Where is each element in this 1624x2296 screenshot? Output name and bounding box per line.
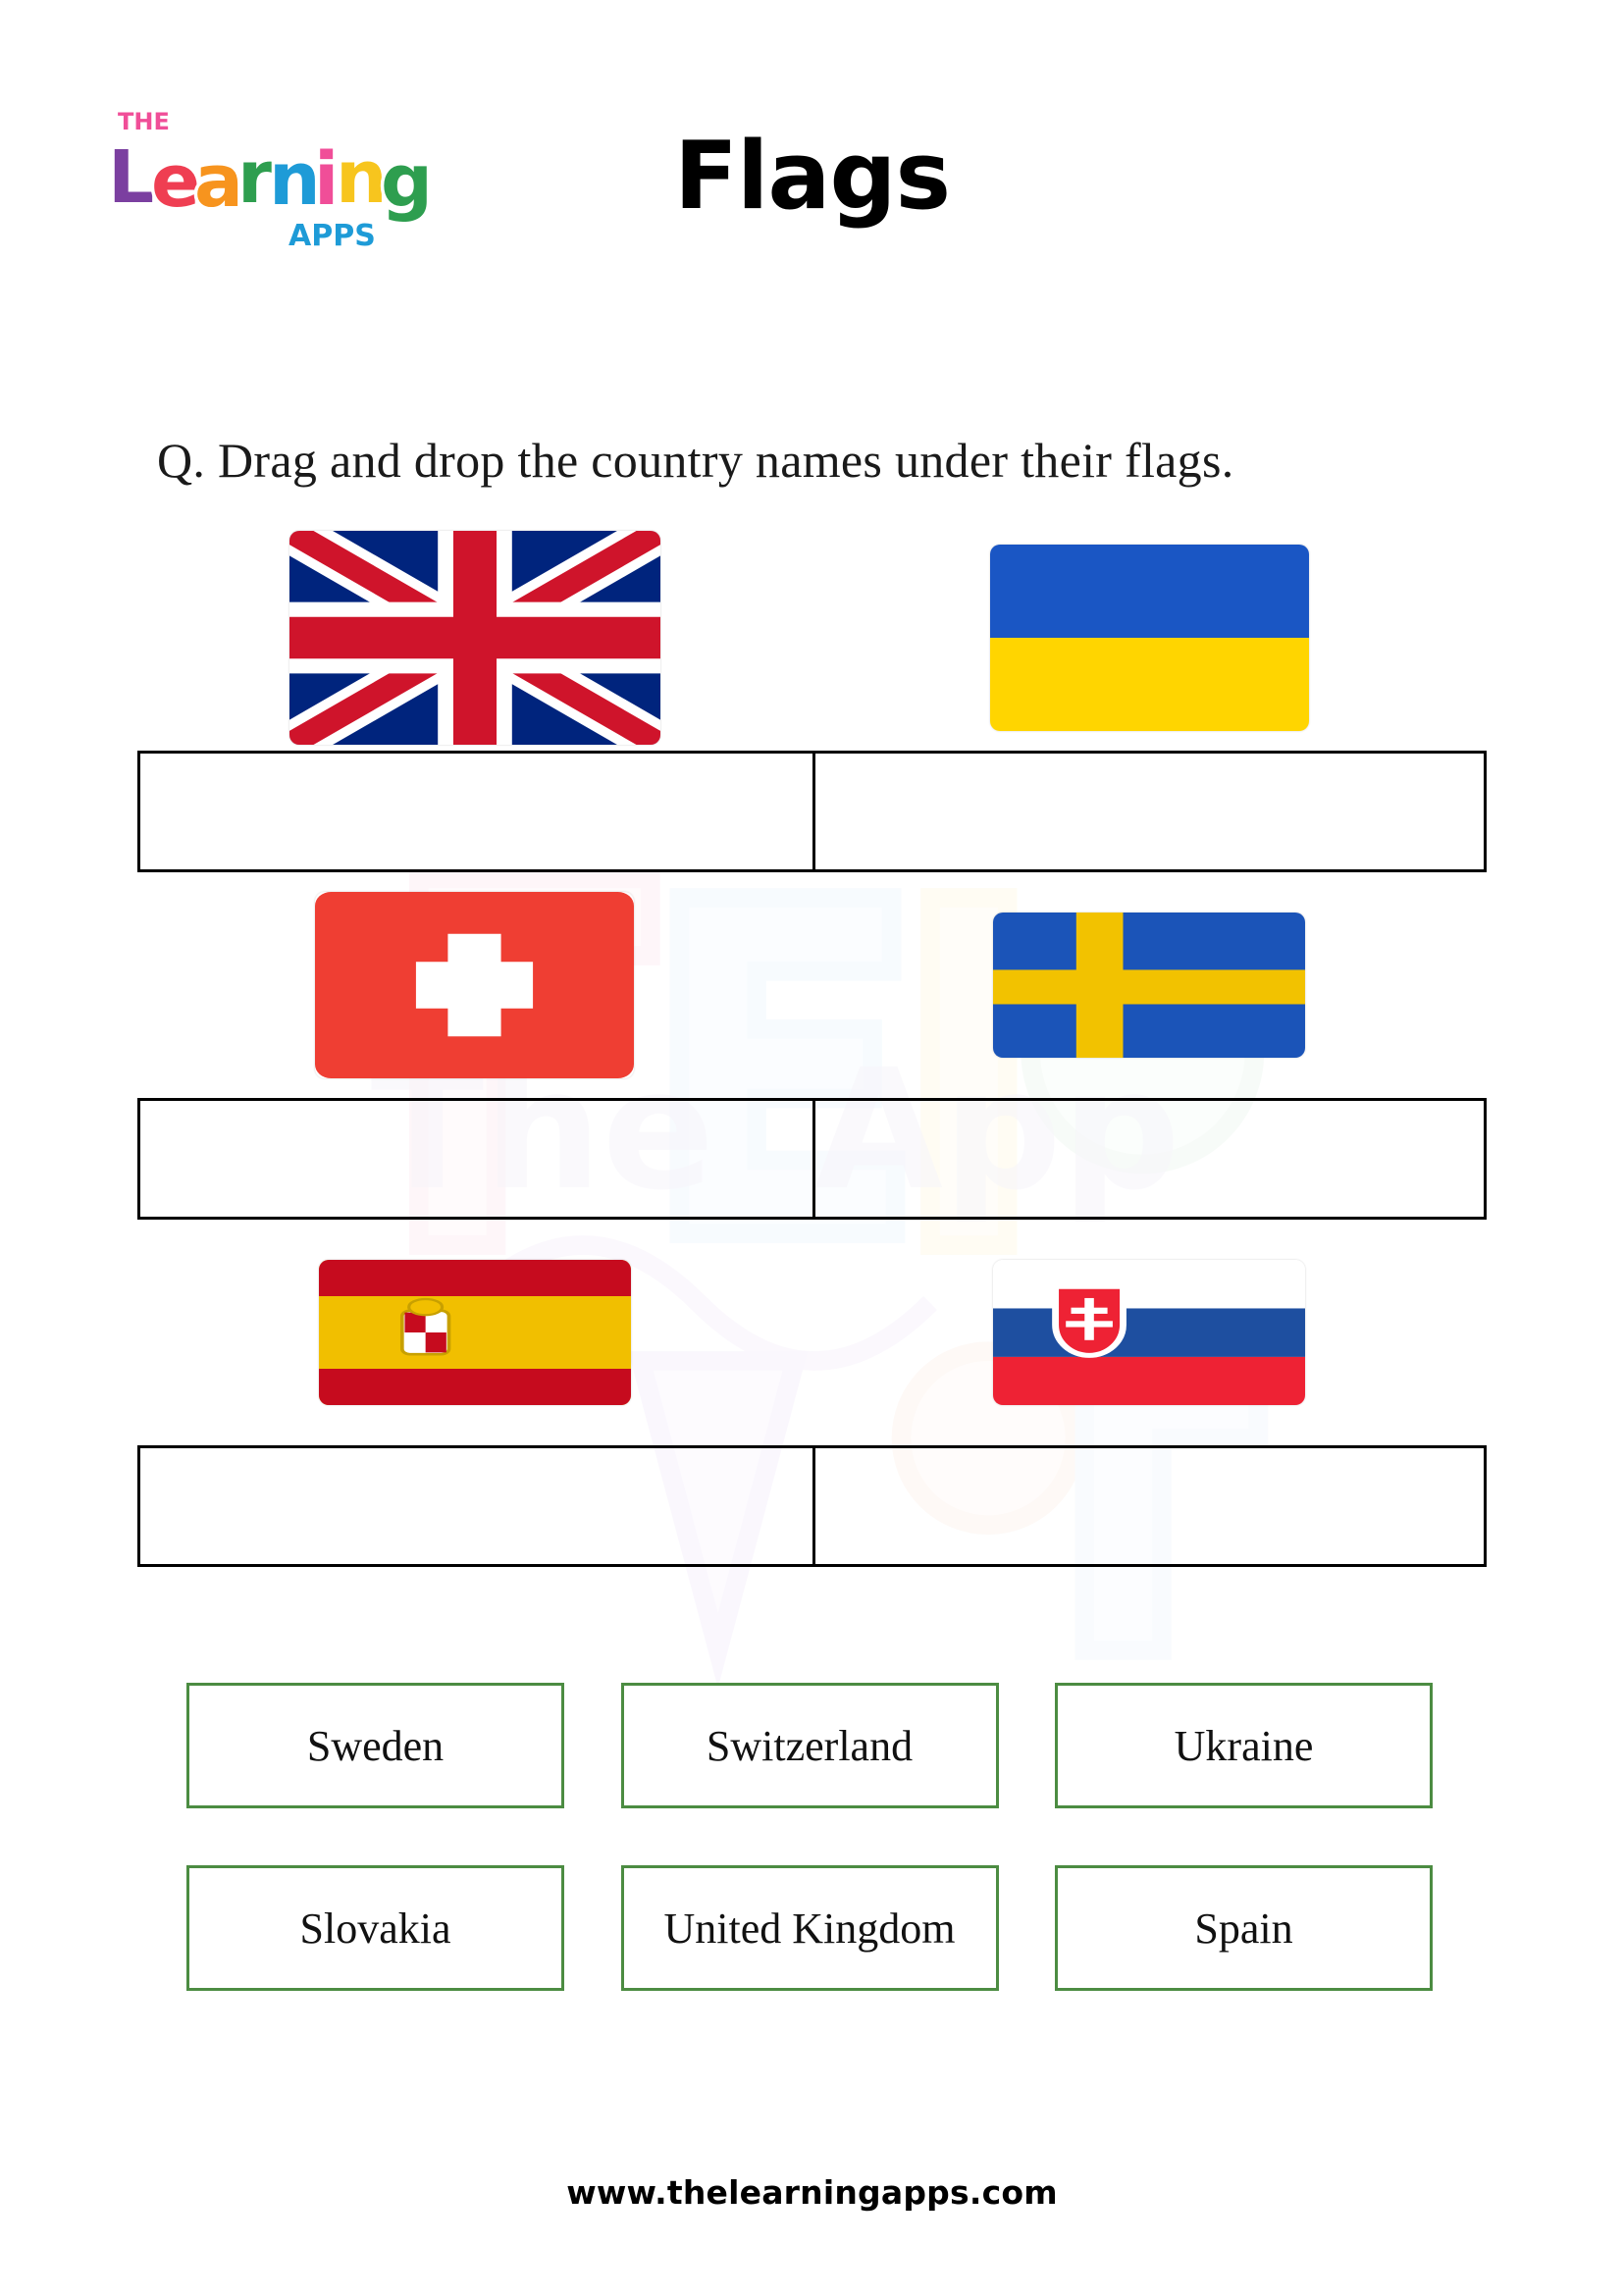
word-chip-slovakia[interactable]: Slovakia	[186, 1865, 564, 1991]
switzerland-flag	[315, 892, 634, 1078]
answer-box-slovakia[interactable]	[812, 1448, 1485, 1564]
answer-row-1	[137, 751, 1487, 872]
ukraine-flag	[990, 545, 1309, 731]
word-chip-ukraine[interactable]: Ukraine	[1055, 1683, 1433, 1808]
word-chip-sweden[interactable]: Sweden	[186, 1683, 564, 1808]
flag-cell-united-kingdom	[137, 531, 812, 745]
flag-cell-switzerland	[137, 892, 812, 1078]
svg-text:THE: THE	[118, 108, 170, 135]
flag-row-1	[137, 525, 1487, 751]
word-chip-united-kingdom[interactable]: United Kingdom	[621, 1865, 999, 1991]
svg-text:a: a	[194, 139, 243, 224]
page-title: Flags	[673, 123, 951, 231]
answer-row-3	[137, 1445, 1487, 1567]
flag-cell-sweden	[812, 913, 1488, 1058]
svg-text:e: e	[151, 139, 201, 224]
flag-row-2	[137, 872, 1487, 1098]
flag-row-3	[137, 1220, 1487, 1445]
answer-box-ukraine[interactable]	[812, 754, 1485, 869]
word-chip-spain[interactable]: Spain	[1055, 1865, 1433, 1991]
word-bank	[186, 1683, 1433, 2048]
answer-row-2	[137, 1098, 1487, 1220]
instruction-text: Q. Drag and drop the country names under their flags.	[157, 433, 1234, 488]
united-kingdom-flag	[289, 531, 660, 745]
svg-text:APPS: APPS	[288, 219, 376, 253]
flag-cell-spain	[137, 1260, 812, 1405]
svg-text:i: i	[314, 137, 340, 222]
answer-box-sweden[interactable]	[812, 1101, 1485, 1217]
svg-text:r: r	[237, 135, 274, 220]
flag-grid	[137, 525, 1487, 1567]
footer-url: www.thelearningapps.com	[566, 2173, 1058, 2212]
svg-text:L: L	[108, 135, 155, 220]
svg-text:The: The	[370, 1033, 715, 1226]
word-bank-row-2	[186, 1865, 1433, 1991]
slovakia-flag	[993, 1260, 1305, 1405]
answer-box-spain[interactable]	[140, 1448, 812, 1564]
flag-cell-slovakia	[812, 1260, 1488, 1405]
word-chip-switzerland[interactable]: Switzerland	[621, 1683, 999, 1808]
svg-text:App: App	[814, 1033, 1181, 1226]
word-bank-row-1	[186, 1683, 1433, 1808]
spain-flag	[319, 1260, 631, 1405]
svg-text:n: n	[269, 137, 321, 222]
svg-text:g: g	[381, 139, 433, 224]
flag-cell-ukraine	[812, 545, 1488, 731]
answer-box-united-kingdom[interactable]	[140, 754, 812, 869]
answer-box-switzerland[interactable]	[140, 1101, 812, 1217]
svg-text:n: n	[336, 135, 388, 220]
sweden-flag	[993, 913, 1305, 1058]
